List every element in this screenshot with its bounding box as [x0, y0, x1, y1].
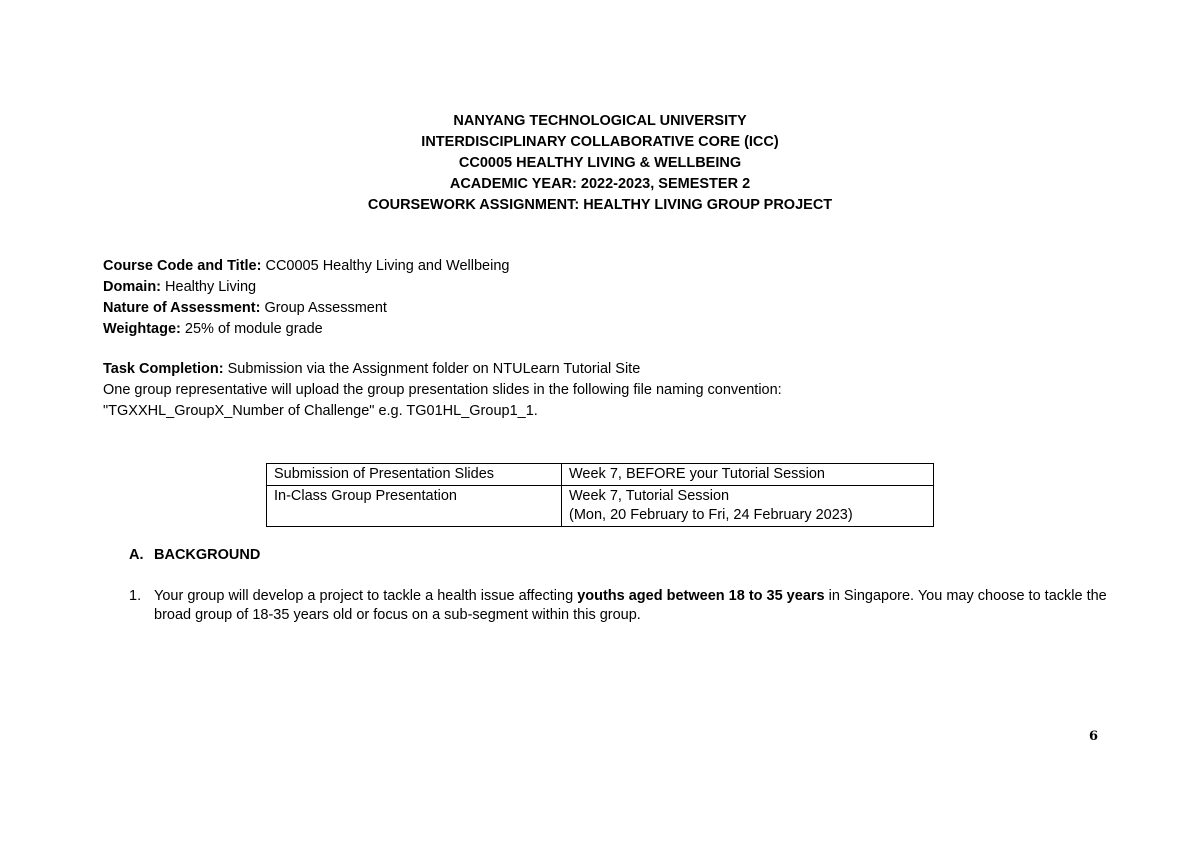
list-item [129, 587, 1109, 625]
table-cell: In-Class Group Presentation [267, 486, 562, 527]
presentation-dates: (Mon, 20 February to Fri, 24 February 2023) [569, 507, 853, 523]
course-code-label: Course Code and Title: [103, 258, 262, 274]
document-header [0, 111, 1200, 216]
list-item-text-part: Your group will develop a project to tackle a health issue affecting [154, 588, 578, 604]
department-name: INTERDISCIPLINARY COLLABORATIVE CORE (ICC) [421, 134, 779, 150]
table-row [267, 464, 934, 486]
presentation-week: Week 7, Tutorial Session [569, 488, 730, 504]
course-title-heading: CC0005 HEALTHY LIVING & WELLBEING [458, 155, 742, 171]
domain-row [103, 277, 509, 298]
table-row [267, 486, 934, 527]
table-cell [562, 486, 934, 527]
upload-instruction: One group representative will upload the group presentation slides in the following file naming convention: [103, 382, 782, 398]
course-meta [103, 256, 509, 340]
table-cell: Submission of Presentation Slides [267, 464, 562, 486]
section-title: BACKGROUND [154, 547, 261, 563]
domain-value: Healthy Living [165, 279, 257, 295]
schedule-table [266, 463, 934, 527]
weightage-label: Weightage: [103, 321, 181, 337]
page-number: 6 [1088, 729, 1098, 744]
academic-year: ACADEMIC YEAR: 2022-2023, SEMESTER 2 [449, 176, 751, 192]
university-name: NANYANG TECHNOLOGICAL UNIVERSITY [453, 113, 747, 129]
list-item-number: 1. [129, 588, 142, 604]
weightage-value: 25% of module grade [184, 321, 323, 337]
task-completion-label: Task Completion: [103, 361, 224, 377]
nature-value: Group Assessment [264, 300, 387, 316]
task-completion [103, 359, 782, 422]
nature-label: Nature of Assessment: [103, 300, 261, 316]
nature-row [103, 298, 509, 319]
list-item-text [154, 587, 1109, 625]
section-letter: A. [129, 547, 144, 563]
naming-convention: "TGXXHL_GroupX_Number of Challenge" e.g. TG01HL_Group1_1. [103, 403, 538, 419]
domain-label: Domain: [103, 279, 161, 295]
task-completion-row [103, 359, 782, 380]
assignment-title: COURSEWORK ASSIGNMENT: HEALTHY LIVING GROUP PROJECT [367, 197, 833, 213]
list-item-text-part: in Singapore. You may choose to tackle the broad group of 18-35 years old or focus on a sub-segment within this group. [154, 588, 1107, 623]
task-completion-value: Submission via the Assignment folder on NTULearn Tutorial Site [227, 361, 641, 377]
table-cell: Week 7, BEFORE your Tutorial Session [562, 464, 934, 486]
section-heading [129, 545, 260, 566]
course-code-row [103, 256, 509, 277]
course-code-value: CC0005 Healthy Living and Wellbeing [265, 258, 510, 274]
list-item-emphasis: youths aged between 18 to 35 years [577, 588, 825, 604]
weightage-row [103, 319, 509, 340]
